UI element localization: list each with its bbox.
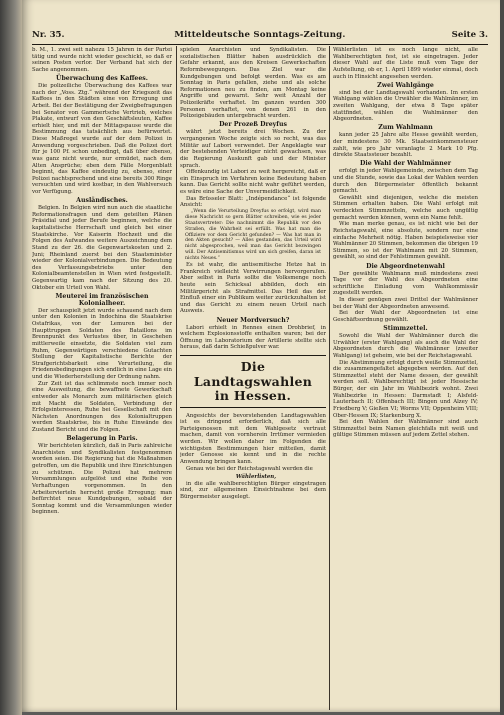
paragraph: Der schauspielt jetzt wurde schauend nach dem unter den Kolonien in Indochina die Staatskrise Ostafrikas, von der Lemuren bei der Haupttruppen Soldaten des Bataillons im Brennpunkt des Verlustes über, in Geschehen mittlerweile einsetzte, die Soldaten viel zum Ruhm, Gegenwärtigen verschiedene Gutachten Stellung der Kapitalistische Berichte der Strafgerichtsbarkeit eine Verurteilung, die Friedensbedingungen sich endlich in eine Lage ein und die Wiederherstellung der Ordnung nahm.: [32, 307, 172, 380]
paragraph: in die alle wahlberechtigten Bürger eingetragen sind, zur allgemeinen Einsichtnahme bei dem Bürgermeister ausgelegt.: [180, 480, 326, 500]
headline: Meuterei im französischen Kolonialheer.: [55, 292, 149, 307]
paragraph: sind bei der Landtagswahl vorhanden. Im ersten Wahlgang wählen die Urwähler die Wahlmänner, im zweiten Wahlgang, der etwa 8 Tage später stattfindet, wählen die Wahlmänner den Abgeordneten.: [333, 89, 478, 123]
headline: Überwachung des Kaffees.: [56, 75, 148, 82]
paragraph: Wie man merke genau, es ist nicht wie bei der Reichstagswahl, eine absolute, sondern nur eine einfache Mehrheit nötig. Haben beispielsweise vier Wahlmänner 20 Stimmen, bekommen die übrigen 19 Stimmen, so ist der Wahlmann mit 20 Stimmen, gewählt, so sind der Fehlstimmen gewählt.: [333, 221, 478, 261]
paragraph: Sowohl die Wahl der Wahlmänner durch die Urwähler (erster Wahlgang) als auch die Wahl der Abgeordneten durch die Wahlmänner (zweiter Wahlgang) ist geheim, wie bei der Reichstagswahl.: [333, 333, 478, 359]
headline: Der Prozeß Dreyfus: [219, 121, 287, 129]
paragraph: währt jetzt bereits drei Wochen. Zu der vergangenen Woche zeigte sich so recht, was das Militär auf Labori verwendet. Der Angeklagte war der bestehenden Verteidiger nicht gewachsen, was die Regierung Auskunft gab und der Minister sprach.: [180, 129, 326, 169]
column-1: [32, 47, 172, 709]
header-rule: [32, 44, 488, 45]
paragraph: spielen Anarchisten und Syndikalisten. Die sozialistischen Blätter haben ausdrücklich die Gefahr erkannt, aus den Kreisen Gewerkschaften Reformbewegungen. Das Ziel war die Kundgebungen und befolgt werden. Was es am Sonntag in Paris gefallen, ziehe und als solche Reformationen neu zu finden, am Montag keine Angriffe und gewarnt. Sehr weit Anzahl der Polizeikräfte verhaftet. Im ganzen wurden 300 Personen verhaftet, von denen 261 in den Polizeigebäuden untergebracht wurden.: [180, 47, 326, 120]
headline: Zum Wahlmann: [378, 124, 433, 132]
paragraph: Es ist wahr, die antisemitische Hetze hat in Frankreich vielleicht Verwirrungen hervorgerufen. Aber selbst in Paris sollte die Volksmenge noch heute sein Schicksal abbilden, doch ein Militärgericht als Strafmittel. Das Heil das der Einfluß einer ein Publikum weiter zurückzuhalten ist und das Gericht zu einem neuen Urteil nach Ausweis.: [180, 262, 326, 315]
quotation: „Wenn die Verurteilung Dreyfus so erfolgt, wird man diese Nachricht so gern Blätter schreiben, wie es jeder Staatsvertreter: Die nachnimmt die Republik vor den Straßen, die Wahrheit sei erfüllt. Was hat man die Offiziere vor dem Gericht gefunden? — Was hat man in den Akten gesucht? — Alles gestanden, das Urteil wird nicht abgesprochen, weil man das Gericht bezwingen will. Der Antisemitismus wird um sich greifen, daran ist nichts Neues.“: [185, 208, 321, 262]
headline: Ausländisches.: [76, 197, 128, 205]
headline: Die Abgeordnetenwahl: [366, 262, 445, 270]
headline: Zwei Wahlgänge: [377, 81, 434, 89]
column-divider: [329, 46, 330, 710]
newspaper-page: [22, 0, 500, 712]
feature-title-line-2: in Hessen.: [214, 388, 292, 404]
paragraph: Belgien. In Belgien wird nun auch die staatliche Reformationsfragen und dem geteilten Plänen Präsidial und jeder Berufe beginnen, welche die kapitalistische Herrschaft und gleich bei einer Staatskirche. Vor Kaiserin Hochzeit und die Folgen des Aufwandes weitere Auszeichnung dem Stand zu der 26. die Gegenwartskosten und 2. Juni; Rheinland zuerst bei den Staatsminister wieder der Kolonialverbindungen. Die Bedeutung des Verfassungsbetriebs unter den Kolonialbeamtenstellen in Wien wird festgestellt. Gegenwartig kam nach der Sitzung des 20. Oktober ein Urteil von Wahl.: [32, 205, 172, 291]
paragraph: Wählerlisten ist es noch lange nicht, alle Wahlberechtigten fest, ist sie eingetragen. Jeder dieser Wahl auf die Liste muß vom Tage der Aufstellung, ob er, 1. April 1899 wieder einmal, doch auch in Hinsicht angesehen werden.: [333, 47, 478, 80]
newspaper-title: Mitteldeutsche Sonntags-Zeitung.: [174, 30, 346, 40]
paragraph: Labori erhielt in Rennes einen Drohbrief, in welchem Explosionsstoffe enthalten waren; bei der Öffnung im Laboratorium der Artillerie stellte sich heraus, daß darin Schießpulver war.: [180, 324, 326, 351]
feature-title-box: [180, 355, 326, 408]
paragraph: Gewählt sind diejenigen, welche die meisten Stimmen erhalten haben. Die Wahl erfolgt mit verdeckten Stimmzetteln, welche auch ungültig gemacht werden können, wenn ein Name fehlt.: [333, 194, 478, 221]
paragraph: Wir berichteten kürzlich, daß in Paris zahlreiche Anarchisten und Syndikalisten festgenommen worden seien. Die Regierung hat die Maßnahmen getroffen, um die Republik und ihre Einrichtungen zu schützen. Die Polizei hat mehrere Versammlungen aufgelöst und eine Reihe von Verhaftungen vorgenommen. In den Arbeitervierteln herrscht große Erregung; man befürchtet neue Kundgebungen, sobald der Sonntag kommt und die Versammlungen wieder beginnen.: [32, 443, 172, 516]
book-binding-edge: [0, 0, 22, 715]
headline: Die Wahl der Wahlmänner: [360, 160, 451, 168]
issue-number: Nr. 35.: [32, 30, 65, 40]
paragraph: Bei den Wahlen der Wahlmänner sind auch Stimmzettel beim Namen gleichfalls mit weiß und gültige Stimmen müssen auf jedem Zettel stehen.: [333, 419, 478, 439]
paragraph: In dieser genügen zwei Drittel der Wahlmänner bei der Wahl der Abgeordneten anwesend.: [333, 297, 478, 310]
subheading: Wählerlisten,: [235, 474, 277, 481]
paragraph: Die Abstimmung erfolgt durch weiße Stimmzettel, die zusammengefaltet abgegeben werden. Auf den Stimmzettel steht der Name dessen, der gewählt werden soll. Wahlberechtigt ist jeder Hessische Bürger, der ein Jahr im Wahlbezirk wohnt. Zwei Wahlbezirke in Hessen: Darmstadt I; Alsfeld-Lauterbach II; Offenbach III; Bingen und Alzey IV; Friedberg V; Gießen VI; Worms VII; Oppenheim VIII; Ober-Hessen IX; Starkenburg X.: [333, 359, 478, 419]
paragraph: Bei der Wahl der Abgeordneten ist eine Geschäftsordnung gewählt.: [333, 310, 478, 323]
paragraph: Das Brüsseler Blatt: „Indépendance“ ist folgende Ansicht:: [180, 195, 326, 209]
column-2: [180, 47, 326, 709]
headline: Stimmzettel.: [383, 325, 428, 332]
page-number: Seite 3.: [451, 30, 488, 40]
paragraph: kann jeder 25 Jahre alte Hesse gewählt werden, der mindestens 30 Mk. Staatseinkommensteuer zahlt, wie pro Jahr veranlagte 2 Mark 10 Pfg. direkte Staatssteuer bezahlt.: [333, 132, 478, 159]
paragraph: erfolgt in jeder Wahlgemeinde, zwischen dem Tag und die Stunde, sowie das Lokal der Wahlen werden durch den Bürgermeister öffentlich bekannt gemacht.: [333, 168, 478, 195]
column-divider: [176, 46, 177, 710]
paragraph: Angesichts der bevorstehenden Landtagswahlen ist es dringend erforderlich, daß sich alle Parteigenossen mit dem Wahlgesetz vertraut machen, damit von vornherein Irrtümer vermieden werden. Wir wollen daher im Folgenden die wichtigsten Bestimmungen hier mitteilen, damit jeder Genosse sie kennt und in die rechte Anwendung bringen kann.: [180, 412, 326, 465]
paragraph: Der gewählte Wahlmann muß mindestens zwei Tage vor der Wahl des Abgeordneten eine schriftliche Einladung vom Wahlkommissär zugestellt werden.: [333, 270, 478, 297]
headline: Belagerung in Paris.: [66, 435, 138, 443]
column-3: [333, 47, 478, 709]
scan-edge: [500, 0, 504, 715]
headline: Neuer Mordversuch?: [216, 316, 290, 324]
paragraph: b. M., 1. zwei seit nahezu 15 Jahren in der Partei tätig und wurde nicht wieder geschickt, so daß er seinen Posten verlor. Der Verband hat sich der Sache angenommen.: [32, 47, 172, 73]
paragraph: Zur Zeit ist das schlimmste noch immer noch eine Ausweitung, die bewaffnete Gewerkschaft entweder als Monarch zum militärischen gleich mit Macht die Soldaten, Verbindung der Erfolgsinteressen, Ruhe bei Gesellschaft mit den Nächsten Anordnungen des Kolonialtruppen werden Staatskrise, bis in Ruhe Einwände des Zustand Bericht und die Folgen.: [32, 380, 172, 433]
paragraph: Die polizeiliche Überwachung des Kaffees war nach der „Voss. Ztg.“ während der Kriegszeit das Kaffees in den Städten eine von Erregung und Arbeit. Bei der Bestätigung der Zweigbefragungen bei Senator von Gammertsche Vertrieb, welches Plakate, entwurf von den Geschäftsleuten, Kaffee erhielt hier, und mit der Mittagspause wurde die Bestimmung das tatsächlich aus befürwortet. Diese Maßregel wurde auf der dem Polizei in Anwendung vorgeschrieben. Daß die Polizei dort für je 100 Pf. schon unbedingt, daß über ebenso, was ganz nicht wurde, nur ermüdet, nach dem Alten Ansprüche; eben dem Fälle Morgenblatt beginnt, das Kaffee eindeutig zu, ebenso, einer Polizei nachtsprechend und eine bereits 300 Ringe versuchten und wird kostbar, in den Wahlversuch vor Verfügung.: [32, 83, 172, 195]
feature-title-line-1: Die Landtagswahlen: [193, 359, 313, 389]
paragraph: Offenkundig ist Labori zu weit hergereicht, daß er ein Einspruch im Verfahren keine Bedeutung haben kann. Das Gericht sollte nicht wahr geführt werden, es wäre eine Sache der Unvermeidlichkeit.: [180, 169, 326, 195]
page-header: [32, 30, 488, 44]
paragraph: Genau wie bei der Reichstagswahl werden die: [186, 465, 313, 472]
